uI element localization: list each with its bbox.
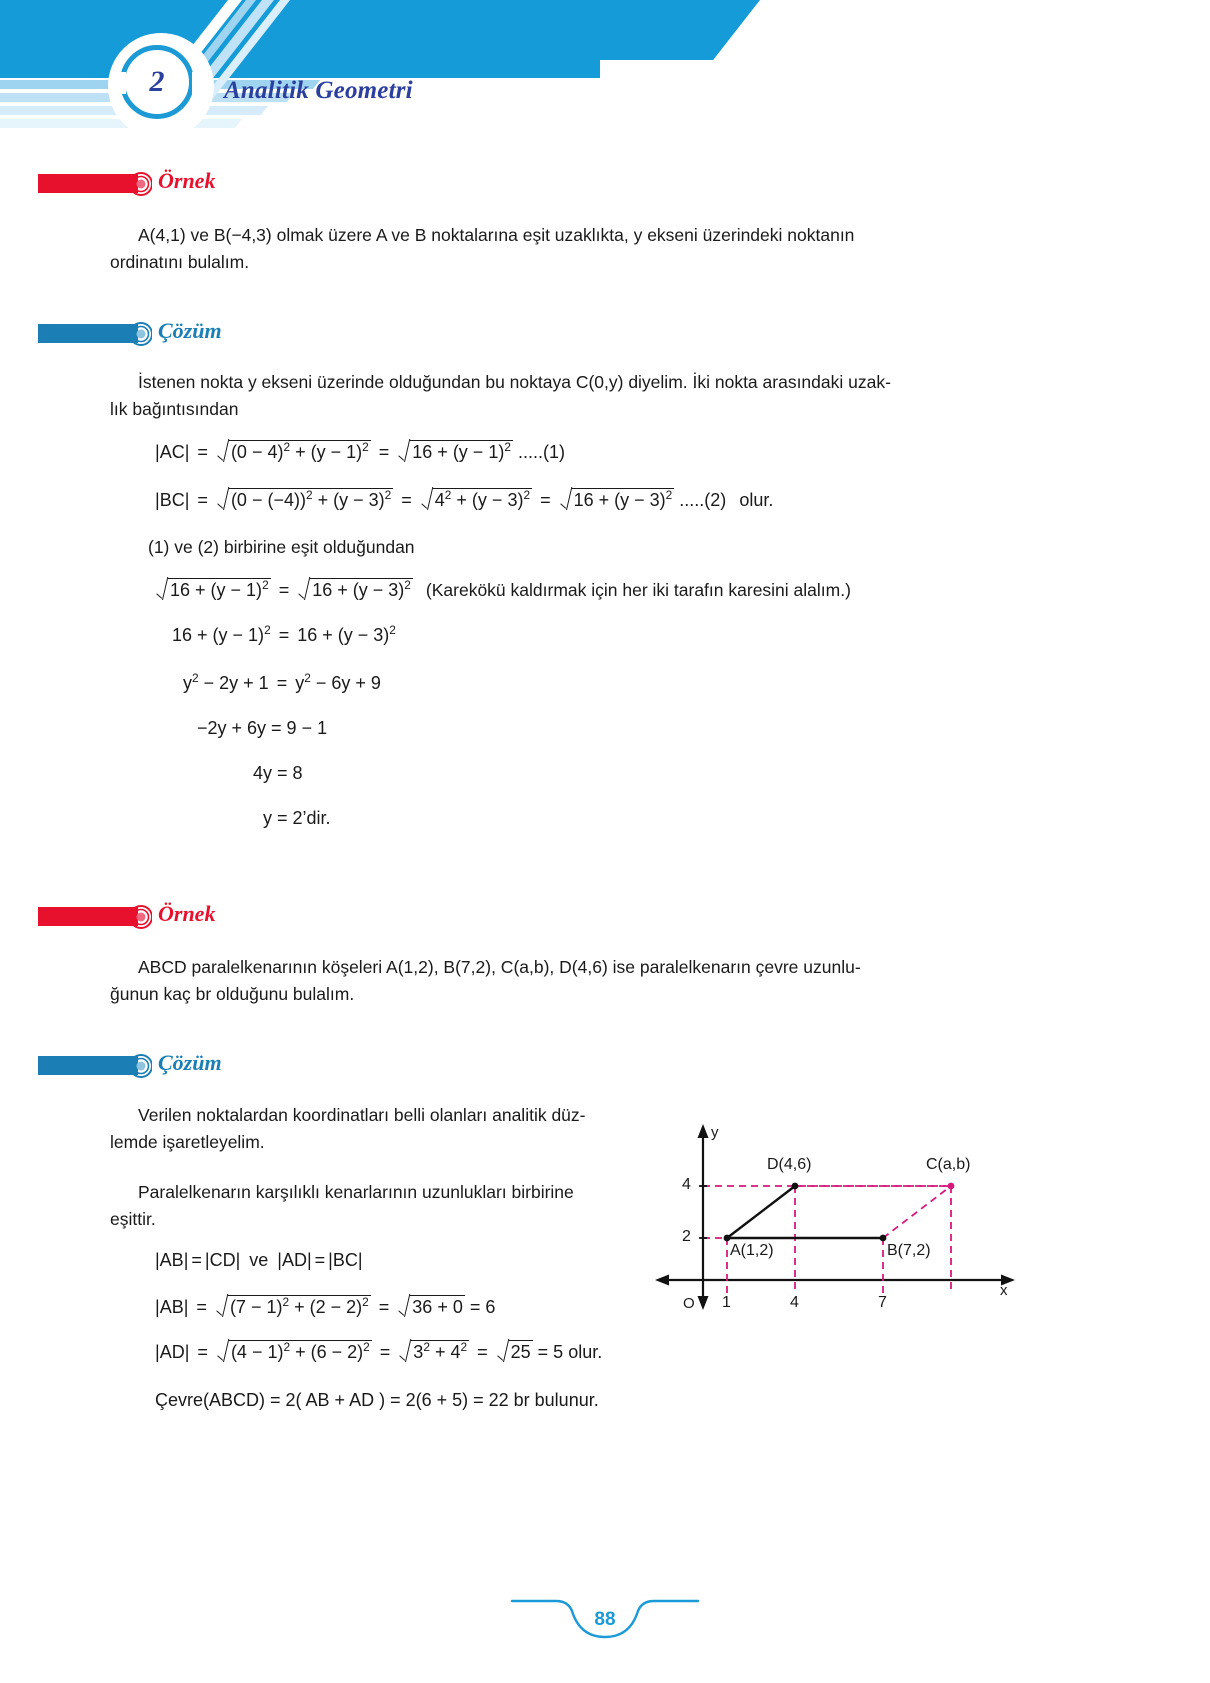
ad-r1-a-exp: 2	[283, 1340, 291, 1354]
target-icon	[126, 904, 152, 930]
ad-label: AD	[159, 1342, 185, 1362]
solution-1-label-text: Çözüm	[158, 318, 222, 343]
bc-ref: .....(2)	[679, 490, 727, 510]
step2-left: y	[183, 673, 192, 693]
radical-ac-1	[217, 440, 371, 463]
point-label-D: D(4,6)	[767, 1156, 812, 1173]
y-tick-label-4: 4	[682, 1176, 691, 1193]
ab-r1-b: + (2 − 2)	[294, 1297, 363, 1317]
equality-statement	[148, 530, 415, 564]
equation-step-3: −2y + 6y = 9 − 1	[197, 718, 328, 738]
ad-result: = 5 olur.	[537, 1342, 603, 1362]
equation-step-2: $y^2 - 2y + 1 = y^2 - 6y + 9$	[183, 671, 381, 693]
y-axis-arrow	[698, 1124, 709, 1138]
point-label-B: B(7,2)	[887, 1242, 931, 1259]
target-icon	[126, 171, 152, 197]
radical-ad-1	[217, 1340, 372, 1363]
ac-r1-tail: + (y − 1)	[295, 442, 363, 462]
step1-right-exp: 2	[389, 623, 396, 637]
equation-ac: |AC| = $(0 - 4)^2 + (y - 1)^2$ = $16 + (y - 1)^2$ .....(1)	[155, 440, 565, 462]
example-1-label-text: Örnek	[158, 168, 216, 193]
equation-ad: |AD| = $(4 - 1)^2 + (6 - 2)^2$ = $3^2 + 4^2$ = 25 = 5 olur.	[155, 1340, 603, 1362]
y-axis-arrow-down	[698, 1296, 709, 1310]
chapter-badge-gap-right	[192, 72, 208, 94]
bc-r2-a: 4	[434, 490, 445, 510]
x-tick-label-4: 4	[790, 1294, 799, 1311]
ad-r1-b-exp: 2	[363, 1340, 370, 1354]
equation-step-1: $16 + (y - 1)^2 = 16 + (y - 3)^2$	[172, 623, 396, 645]
q1-text-2: ordinatını bulalım.	[110, 252, 250, 272]
ad-r3: 25	[510, 1342, 531, 1362]
ad-r2-b: + 4	[434, 1342, 461, 1362]
bc-olur: olur.	[739, 490, 774, 510]
solution-2-p2-line-2	[110, 1202, 680, 1236]
example-2-label-text: Örnek	[158, 901, 216, 926]
radical-ab-2	[398, 1295, 465, 1318]
s2-p2-text: Paralelkenarın karşılıklı kenarlarının uzunlukları birbirine	[138, 1182, 574, 1202]
point-label-C: C(a,b)	[926, 1156, 971, 1173]
page-footer	[0, 1597, 1210, 1643]
equation-step-5: y = 2’dir.	[263, 808, 331, 828]
page-header	[0, 0, 1210, 150]
ab-label: AB	[159, 1297, 184, 1317]
coordinate-plane-figure	[655, 1118, 1015, 1318]
coordinate-plane-svg	[655, 1118, 1015, 1318]
solution-2-p1-line-2	[110, 1125, 680, 1159]
segment-AD	[727, 1186, 795, 1238]
example-2-question-line-2	[110, 977, 1115, 1011]
solution-2-label-text: Çözüm	[158, 1050, 222, 1075]
step2-left-tail: − 2y + 1	[203, 673, 269, 693]
step2-right: y	[295, 673, 305, 693]
equation-step-4: 4y = 8	[253, 763, 303, 783]
ad-r1-b: + (6 − 2)	[295, 1342, 364, 1362]
s2-p1-text: Verilen noktalardan koordinatları belli olanları analitik düz-	[138, 1105, 586, 1125]
ac-r2-exp: 2	[504, 440, 511, 454]
bc-r1-exp: 2	[305, 488, 313, 502]
chapter-title: Analitik Geometri	[224, 77, 413, 104]
example-1-question-line-2	[110, 245, 1110, 279]
step2-right-exp: 2	[304, 671, 311, 685]
ad-r2-a-exp: 2	[423, 1340, 430, 1354]
sq-l-exp: 2	[262, 578, 269, 592]
ac-ref: .....(1)	[517, 442, 565, 462]
header-stripe-4	[0, 119, 242, 128]
x-tick-label-1: 1	[722, 1294, 731, 1311]
s2-p2-text-2: eşittir.	[110, 1209, 156, 1229]
ab-r2: 36 + 0	[412, 1297, 463, 1317]
ac-r1-exp: 2	[283, 440, 291, 454]
point-label-A: A(1,2)	[730, 1242, 774, 1259]
radical-ac-2	[398, 440, 513, 463]
ac-r1-inner: (0 − 4)	[230, 442, 284, 462]
label-bar	[38, 174, 138, 193]
label-bar	[38, 324, 138, 343]
x-axis-label: x	[1000, 1282, 1008, 1299]
ad-r1-a: (4 − 1)	[230, 1342, 284, 1362]
step1-right: 16 + (y − 3)	[297, 625, 390, 645]
equation-perimeter: Çevre(ABCD) = 2( AB + AD ) = 2(6 + 5) = 22 br bulunur.	[155, 1390, 599, 1410]
bc-r2-tail: + (y − 3)	[456, 490, 524, 510]
target-icon	[126, 321, 152, 347]
ab-r1-b-exp: 2	[362, 1295, 369, 1309]
x-axis-arrow-left	[655, 1275, 669, 1286]
bc-r2-tail-exp: 2	[523, 488, 531, 502]
radical-ad-2	[399, 1340, 469, 1363]
bc-r2-a-exp: 2	[444, 488, 452, 502]
bc-r3-inner: 16 + (y − 3)	[573, 490, 666, 510]
radical-ab-1	[216, 1295, 371, 1318]
bc-label: BC	[159, 490, 185, 510]
radical-bc-2	[421, 488, 532, 511]
equation-ab: |AB| = $(7 - 1)^2 + (2 - 2)^2$ = 36 + 0 = 6	[155, 1295, 496, 1317]
bc-r1-tail-exp: 2	[384, 488, 392, 502]
point-A	[724, 1235, 731, 1242]
bc-r1-inner: (0 − (−4))	[230, 490, 306, 510]
ac-label: AC	[159, 442, 185, 462]
equation-bc: |BC| = $(0 - (-4))^2 + (y - 3)^2$ = $4^2 + (y - 3)^2$ = $16 + (y - 3)^2$ .....(2) olur.	[155, 488, 774, 510]
point-D	[792, 1183, 799, 1190]
ab-result: = 6	[469, 1297, 496, 1317]
label-bar	[38, 907, 138, 926]
radical-bc-1	[217, 488, 393, 511]
sq-l-inner: 16 + (y − 1)	[170, 580, 263, 600]
radical-sq-left	[156, 578, 271, 601]
ad-r2-b-exp: 2	[460, 1340, 468, 1354]
equality-text: (1) ve (2) birbirine eşit olduğundan	[148, 537, 415, 557]
sq-r-exp: 2	[404, 578, 411, 592]
step1-left-exp: 2	[264, 623, 271, 637]
radical-bc-3	[560, 488, 675, 511]
ab-r1-a-exp: 2	[282, 1295, 290, 1309]
s1-text-2: lık bağıntısından	[110, 399, 239, 419]
bc-r3-exp: 2	[665, 488, 673, 502]
q1-text: A(4,1) ve B(−4,3) olmak üzere A ve B noktalarına eşit uzaklıkta, y ekseni üzerindeki noktanın	[138, 225, 855, 245]
point-B	[880, 1235, 887, 1242]
page-number: 88	[594, 1609, 616, 1630]
step2-right-tail: − 6y + 9	[315, 673, 381, 693]
header-blue-band	[0, 0, 600, 78]
bc-r1-tail: + (y − 3)	[317, 490, 385, 510]
point-C	[948, 1183, 955, 1190]
y-axis-label: y	[711, 1124, 719, 1141]
equation-equal-sides: |AB| = |CD| ve |AD| = |BC|	[155, 1250, 363, 1270]
step2-left-exp: 2	[192, 671, 199, 685]
s2-p1-text-2: lemde işaretleyelim.	[110, 1132, 265, 1152]
y-tick-label-2: 2	[682, 1228, 691, 1245]
q2-text: ABCD paralelkenarının köşeleri A(1,2), B(7,2), C(a,b), D(4,6) ise paralelkenarın çevre uzunlu-	[138, 957, 861, 977]
radical-ad-3	[497, 1340, 533, 1363]
target-icon	[126, 1053, 152, 1079]
sq-r-inner: 16 + (y − 3)	[312, 580, 405, 600]
chapter-number: 2	[149, 65, 165, 98]
ac-r2-inner: 16 + (y − 1)	[412, 442, 505, 462]
s1-text: İstenen nokta y ekseni üzerinde olduğundan bu noktaya C(0,y) diyelim. İki nokta arasındaki uzak-	[138, 372, 891, 392]
q2-text-2: ğunun kaç br olduğunu bulalım.	[110, 984, 355, 1004]
label-bar	[38, 1056, 138, 1075]
guide-lines	[703, 1186, 951, 1294]
ad-r2-a: 3	[413, 1342, 424, 1362]
step1-left: 16 + (y − 1)	[172, 625, 265, 645]
origin-label: O	[683, 1295, 695, 1312]
ab-r1-a: (7 − 1)	[229, 1297, 283, 1317]
solution-1-line-2	[110, 392, 1110, 426]
ac-r1-tail-exp: 2	[362, 440, 369, 454]
sq-note: (Karekökü kaldırmak için her iki tarafın karesini alalım.)	[425, 580, 851, 600]
radical-sq-right	[298, 578, 413, 601]
equation-squared: $16 + (y - 1)^2$ = $16 + (y - 3)^2$ (Karekökü kaldırmak için her iki tarafın karesini alalım.)	[155, 578, 851, 601]
x-tick-label-7: 7	[878, 1294, 887, 1311]
